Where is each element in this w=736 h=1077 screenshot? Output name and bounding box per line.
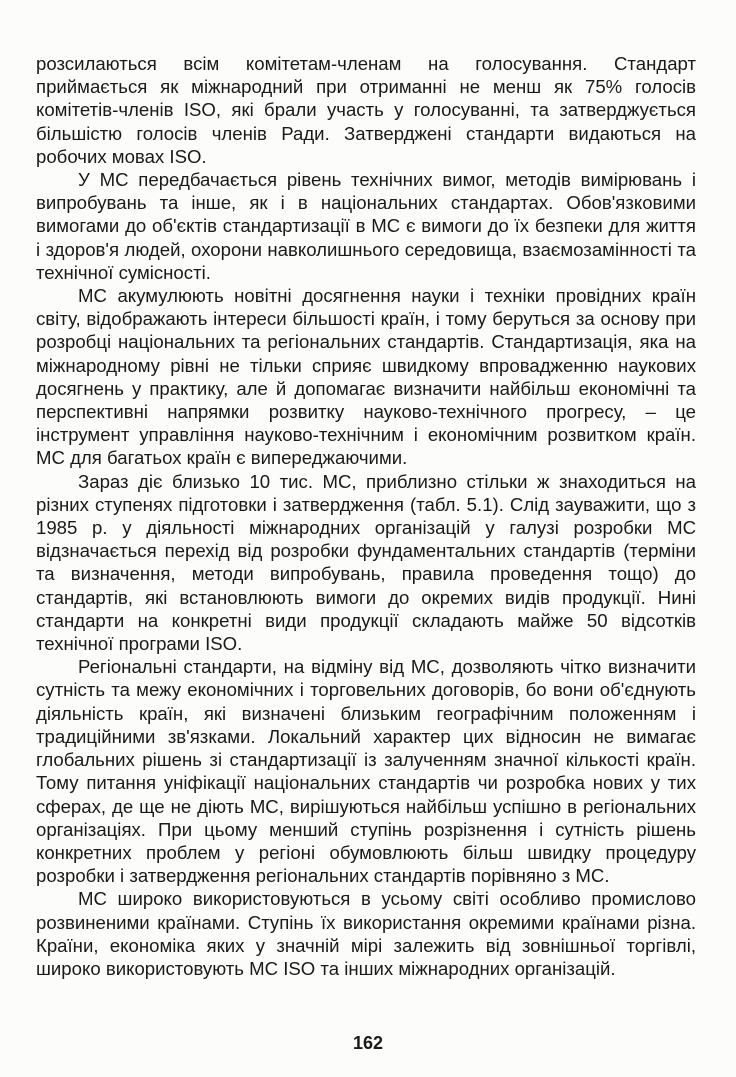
paragraph-1: розсилаються всім комітетам-членам на голосування. Стандарт приймається як міжнародний при отриманні не менш як 75% голосів комітетів-членів ISO, які брали участь у голосуванні, та затверджується більшістю голосів членів Ради. Затверджені стандарти видаються на робочих мовах ISO. — [36, 53, 696, 167]
page-number: 162 — [352, 1033, 384, 1053]
body-text — [36, 52, 696, 980]
paragraph-6: МС широко використовуються в усьому світі особливо промислово розвиненими країнами. Ступінь їх використання окремими країнами різна. Країни, економіка яких у значній мірі залежить від зовнішньої торгівлі, широко використовують МС ISO та інших міжнародних організацій. — [36, 888, 696, 979]
paragraph-5: Регіональні стандарти, на відміну від МС, дозволяють чітко визначити сутність та межу економічних і торговельних договорів, бо вони об'єднують діяльність країн, які визначені близьким географічним положенням і традиційними зв'язками. Локальний характер цих відносин не вимагає глобальних рішень зі стандартизації із залученням значної кількості країн. Тому питання уніфікації національних стандартів чи розробка нових у тих сферах, де ще не діють МС, вирішуються найбільш успішно в регіональних організаціях. При цьому менший ступінь розрізнення і сутність рішень конкретних проблем у регіоні обумовлюють більш швидку процедуру розробки і затвердження регіональних стандартів порівняно з МС. — [36, 656, 696, 887]
paragraph-4: Зараз діє близько 10 тис. МС, приблизно стільки ж знаходиться на різних ступенях підготовки і затвердження (табл. 5.1). Слід зауважити, що з 1985 р. у діяльності міжнародних організацій у галузі розробки МС відзначається перехід від розробки фундаментальних стандартів (терміни та визначення, методи випробувань, правила проведення тощо) до стандартів, які встановлюють вимоги до окремих видів продукції. Нині стандарти на конкретні види продукції складають майже 50 відсотків технічної програми ISO. — [36, 470, 696, 655]
paragraph-3: МС акумулюють новітні досягнення науки і техніки провідних країн світу, відображають інтереси більшості країн, і тому беруться за основу при розробці національних та регіональних стандартів. Стандартизація, яка на міжнародному рівні не тільки сприяє швидкому впровадженню наукових досягнень у практику, але й допомагає визначити найбільш економічні та перспективні напрямки розвитку науково-технічного прогресу, – це інструмент управління науково-технічним і економічним розвитком країн. МС для багатьох країн є випереджаючими. — [36, 285, 696, 469]
paragraph-2: У МС передбачається рівень технічних вимог, методів вимірювань і випробувань та інше, як і в національних стандартах. Обов'язковими вимогами до об'єктів стандартизації в МС є вимоги до їх безпеки для життя і здоров'я людей, охорони навколишнього середовища, взаємозамінності та технічної сумісності. — [36, 169, 696, 283]
